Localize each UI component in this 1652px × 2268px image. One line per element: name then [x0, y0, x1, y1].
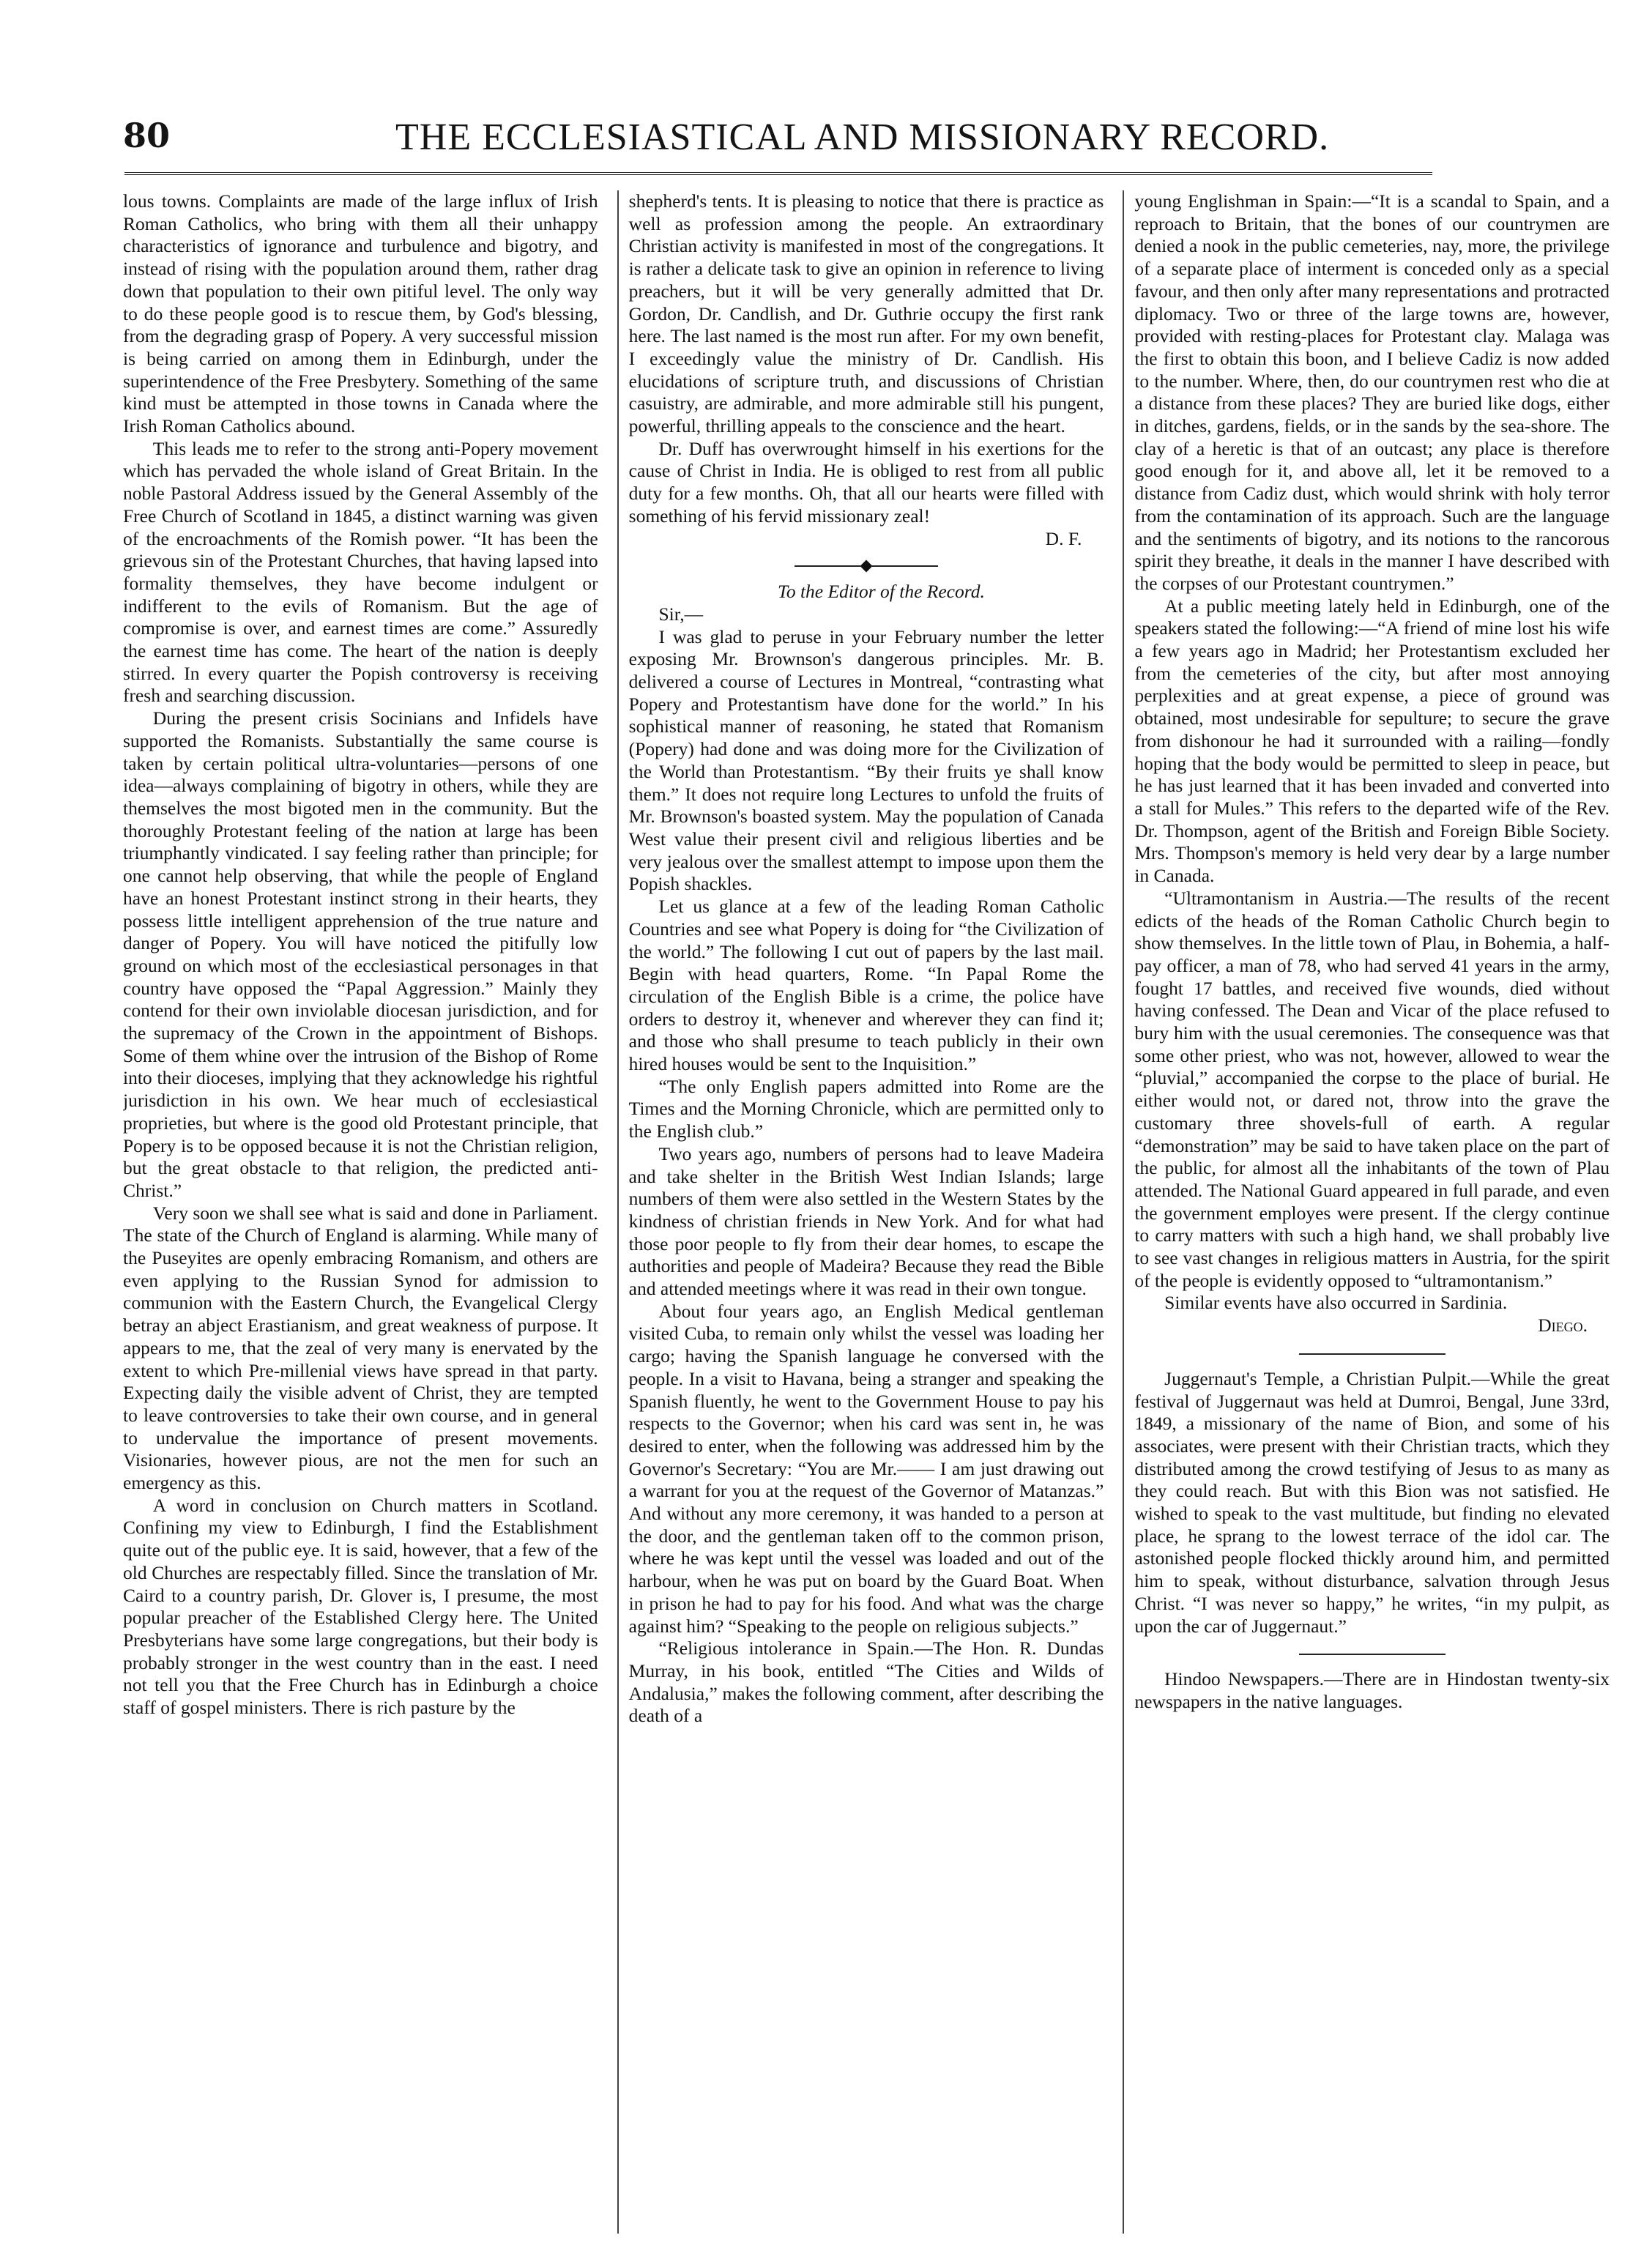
signature: Diego.: [1538, 1315, 1588, 1336]
paragraph: A word in conclusion on Church matters in Scotland. Confining my view to Edinburgh, I find the Establishment quite out of the public eye. It is said, however, that a few of the old Churches are respectably filled. Since the translation of Mr. Caird to a country parish, Dr. Glover is, I presume, the most popular preacher of the Established Clergy here. The United Presbyterians have some large congregations, but their body is probably stronger in the west country than in the east. I need not tell you that the Free Church has in Edinburgh a choice staff of gospel ministers. There is rich pasture by the: [123, 1494, 598, 1719]
paragraph: lous towns. Complaints are made of the large influx of Irish Roman Catholics, who bring with them all their unhappy characteristics of ignorance and turbulence and bigotry, and instead of rising with the population around them, rather drag down that population to their own pitiful level. The only way to do these people good is to rescue them, by God's blessing, from the degrading grasp of Popery. A very successful mission is being carried on among them in Edinburgh, under the superintendence of the Free Presbytery. Something of the same kind must be attempted in those towns in Canada where the Irish Roman Catholics abound.: [123, 190, 598, 437]
paragraph: Let us glance at a few of the leading Roman Catholic Countries and see what Popery is doing for “the Civilization of the world.” The following I cut out of papers by the last mail. Begin with head quarters, Rome. “In Papal Rome the circulation of the English Bible is a crime, the police have orders to destroy it, whenever and wherever they can find it; and those who shall presume to teach publicly in their own hired houses would be sent to the Inquisition.”: [628, 896, 1104, 1075]
signature: D. F.: [1045, 527, 1082, 549]
paragraph: young Englishman in Spain:—“It is a scandal to Spain, and a reproach to Britain, that the bones of our countrymen are denied a nook in the public cemeteries, nay, more, the privilege of a separate place of interment is conceded only as a special favour, and then only after many representations and protracted diplomacy. Two or three of the large towns are, however, provided with resting-places for Protestant clay. Malaga was the first to obtain this boon, and I believe Cadiz is now added to the number. Where, then, do our countrymen rest who die at a distance from these places? They are buried like dogs, either in ditches, gardens, fields, or in the sands by the sea-shore. The clay of a heretic is that of an outcast; any place is therefore good enough for it, and above all, let it be removed to a distance from Cadiz dust, which would shrink with holy terror from the contamination of its approach. Such are the language and the sentiments of bigotry, and its notions to the rancorous spirit they breathe, it deals in the manner I have described with the corpses of our Protestant countrymen.”: [1134, 190, 1610, 594]
running-head: THE ECCLESIASTICAL AND MISSIONARY RECORD.: [395, 116, 1330, 158]
paragraph: Similar events have also occurred in Sardinia.: [1164, 1292, 1508, 1314]
paragraph: Juggernaut's Temple, a Christian Pulpit.—While the great festival of Juggernaut was held at Dumroi, Bengal, June 33rd, 1849, a missionary of the name of Bion, and some of his associates, were present with their Christian tracts, which they distributed among the crowd testifying of Jesus to as many as they could reach. But with this Bion was not satisfied. He wished to speak to the vast multitude, but finding no elevated place, he sprang to the lowest terrace of the idol car. The astonished people flocked thickly around him, and permitted him to speak, without disturbance, salvation through Jesus Christ. “I was never so happy,” he writes, “in my pulpit, as upon the car of Juggernaut.”: [1134, 1367, 1610, 1637]
paragraph: At a public meeting lately held in Edinburgh, one of the speakers stated the following:—“A friend of mine lost his wife a few years ago in Madrid; her Protestantism excluded her from the cemeteries of the city, but after most annoying perplexities and at great expense, a piece of ground was obtained, most undesirable for sepulture; to secure the grave from dishonour he had it surrounded with a railing—fondly hoping that the body would be permitted to sleep in peace, but he has just learned that it has been invaded and converted into a stall for Mules.” This refers to the departed wife of the Rev. Dr. Thompson, agent of the British and Foreign Bible Society. Mrs. Thompson's memory is held very dear by a large number in Canada.: [1134, 595, 1610, 887]
text-columns: [123, 190, 1610, 2234]
section-rule: [1299, 1353, 1446, 1355]
paragraph: During the present crisis Socinians and Infidels have supported the Romanists. Substantially the same course is taken by certain political ultra-voluntaries—persons of one idea—always complaining of bigotry in others, while they are themselves the most bigoted men in the community. But the thoroughly Protestant feeling of the nation at large has been triumphantly vindicated. I say feeling rather than principle; for one cannot help observing, that while the people of England have an honest Protestant instinct strong in their hearts, they possess little intelligent apprehension of the true nature and danger of Popery. You will have noticed the pitifully low ground on which most of the ecclesiastical personages in that country have opposed the “Papal Aggression.” Mainly they contend for their own inviolable diocesan jurisdiction, and for the supremacy of the Crown in the appointment of Bishops. Some of them whine over the intrusion of the Bishop of Rome into their dioceses, implying that they acknowledge his rightful jurisdiction in his own. We hear much of ecclesiastical proprieties, but where is the good old Protestant principle, that Popery is to be opposed because it is not the Christian religion, but the great obstacle to that religion, the predicted anti-Christ.”: [123, 707, 598, 1201]
paragraph: Dr. Duff has overwrought himself in his exertions for the cause of Christ in India. He is obliged to rest from all public duty for a few months. Oh, that all our hearts were filled with something of his fervid missionary zeal!: [628, 437, 1104, 527]
paragraph: Hindoo Newspapers.—There are in Hindostan twenty-six newspapers in the native languages.: [1134, 1668, 1610, 1712]
page-number: 80: [123, 116, 171, 155]
column-2: [617, 190, 1104, 2234]
salutation: Sir,—: [658, 603, 704, 625]
letter-heading: To the Editor of the Record.: [777, 581, 985, 603]
paragraph: “The only English papers admitted into Rome are the Times and the Morning Chronicle, which are permitted only to the English club.”: [628, 1075, 1104, 1142]
paragraph: Two years ago, numbers of persons had to leave Madeira and take shelter in the British West Indian Islands; large numbers of them were also settled in the Western States by the kindness of christian friends in New York. And for what had those poor people to fly from their dear homes, to escape the authorities and people of Madeira? Because they read the Bible and attended meetings where it was read in their own tongue.: [628, 1142, 1104, 1300]
column-1: [123, 190, 598, 2234]
paragraph: shepherd's tents. It is pleasing to notice that there is practice as well as profession among the people. An extraordinary Christian activity is manifested in most of the congregations. It is rather a delicate task to give an opinion in reference to living preachers, but it will be very generally admitted that Dr. Gordon, Dr. Candlish, and Dr. Guthrie occupy the first rank here. The last named is the most run after. For my own benefit, I exceedingly value the ministry of Dr. Candlish. His elucidations of scripture truth, and discussions of Christian casuistry, are admirable, and more admirable still his pungent, powerful, thrilling appeals to the conscience and the heart.: [628, 190, 1104, 437]
diamond-ornament-icon: [860, 560, 873, 573]
section-divider: [629, 562, 1104, 570]
paragraph: This leads me to refer to the strong anti-Popery movement which has pervaded the whole island of Great Britain. In the noble Pastoral Address issued by the General Assembly of the Free Church of Scotland in 1845, a distinct warning was given of the encroachments of the Romish power. “It has been the grievous sin of the Protestant Churches, that having lapsed into formality themselves, they have become indulgent or indifferent to the evils of Romanism. But the age of compromise is over, and earnest times are come.” Assuredly the earnest time has come. The heart of the nation is deeply stirred. In every quarter the Popish controversy is receiving fresh and searching discussion.: [123, 437, 598, 707]
paragraph: I was glad to peruse in your February number the letter exposing Mr. Brownson's dangerous principles. Mr. B. delivered a course of Lectures in Montreal, “contrasting what Popery and Protestantism have done for the world.” In his sophistical manner of reasoning, he stated that Romanism (Popery) had done and was doing more for the Civilization of the World than Protestantism. “By their fruits ye shall know them.” It does not require long Lectures to unfold the fruits of Mr. Brownson's boasted system. May the population of Canada West value their present civil and religious liberties and be very jealous over the smallest attempt to impose upon them the Popish shackles.: [628, 625, 1104, 895]
paragraph: “Ultramontanism in Austria.—The results of the recent edicts of the heads of the Roman Catholic Church begin to show themselves. In the little town of Plau, in Bohemia, a half-pay officer, a man of 78, who had served 41 years in the army, fought 17 battles, and received five wounds, died without having confessed. The Dean and Vicar of the place refused to bury him with the usual ceremonies. The consequence was that some other priest, who was not, however, allowed to wear the “pluvial,” accompanied the corpse to the place of burial. He either would not, or dared not, throw into the grave the customary three shovels-full of earth. A regular “demonstration” may be said to have taken place on the part of the public, for almost all the inhabitants of the town of Plau attended. The National Guard appeared in full parade, and even the government employes were present. If the clergy continue to carry matters with such a high hand, we shall probably live to see vast changes in religious matters in Austria, for the spirit of the people is evidently opposed to “ultramontanism.”: [1134, 887, 1610, 1291]
paragraph: “Religious intolerance in Spain.—The Hon. R. Dundas Murray, in his book, entitled “The Cities and Wilds of Andalusia,” makes the following comment, after describing the death of a: [628, 1637, 1104, 1727]
header-rule: [124, 172, 1432, 175]
column-3: [1123, 190, 1610, 2234]
paragraph: About four years ago, an English Medical gentleman visited Cuba, to remain only whilst the vessel was loading her cargo; having the Spanish language he conversed with the people. In a visit to Havana, being a stranger and speaking the Spanish fluently, he went to the Government House to pay his respects to the Governor; when his card was sent in, he was desired to enter, when the following was addressed him by the Governor's Secretary: “You are Mr.—— I am just drawing out a warrant for you at the request of the Governor of Matanzas.” And without any more ceremony, it was handed to a person at the door, and the gentleman taken off to the common prison, where he was kept until the vessel was loaded and out of the harbour, when he was put on board by the Guard Boat. When in prison he had to pay for his food. And what was the charge against him? “Speaking to the people on religious subjects.”: [628, 1300, 1104, 1637]
paragraph: Very soon we shall see what is said and done in Parliament. The state of the Church of England is alarming. While many of the Puseyites are openly embracing Romanism, and others are even applying to the Russian Synod for admission to communion with the Eastern Church, the Evangelical Clergy betray an abject Erastianism, and great weakness of purpose. It appears to me, that the zeal of very many is enervated by the extent to which Pre-millenial views have spread in that party. Expecting daily the visible advent of Christ, they are tempted to leave controversies to take their own course, and in general to undervalue the importance of present movements. Visionaries, however pious, are not the men for such an emergency as this.: [123, 1202, 598, 1494]
section-rule: [1299, 1654, 1446, 1655]
